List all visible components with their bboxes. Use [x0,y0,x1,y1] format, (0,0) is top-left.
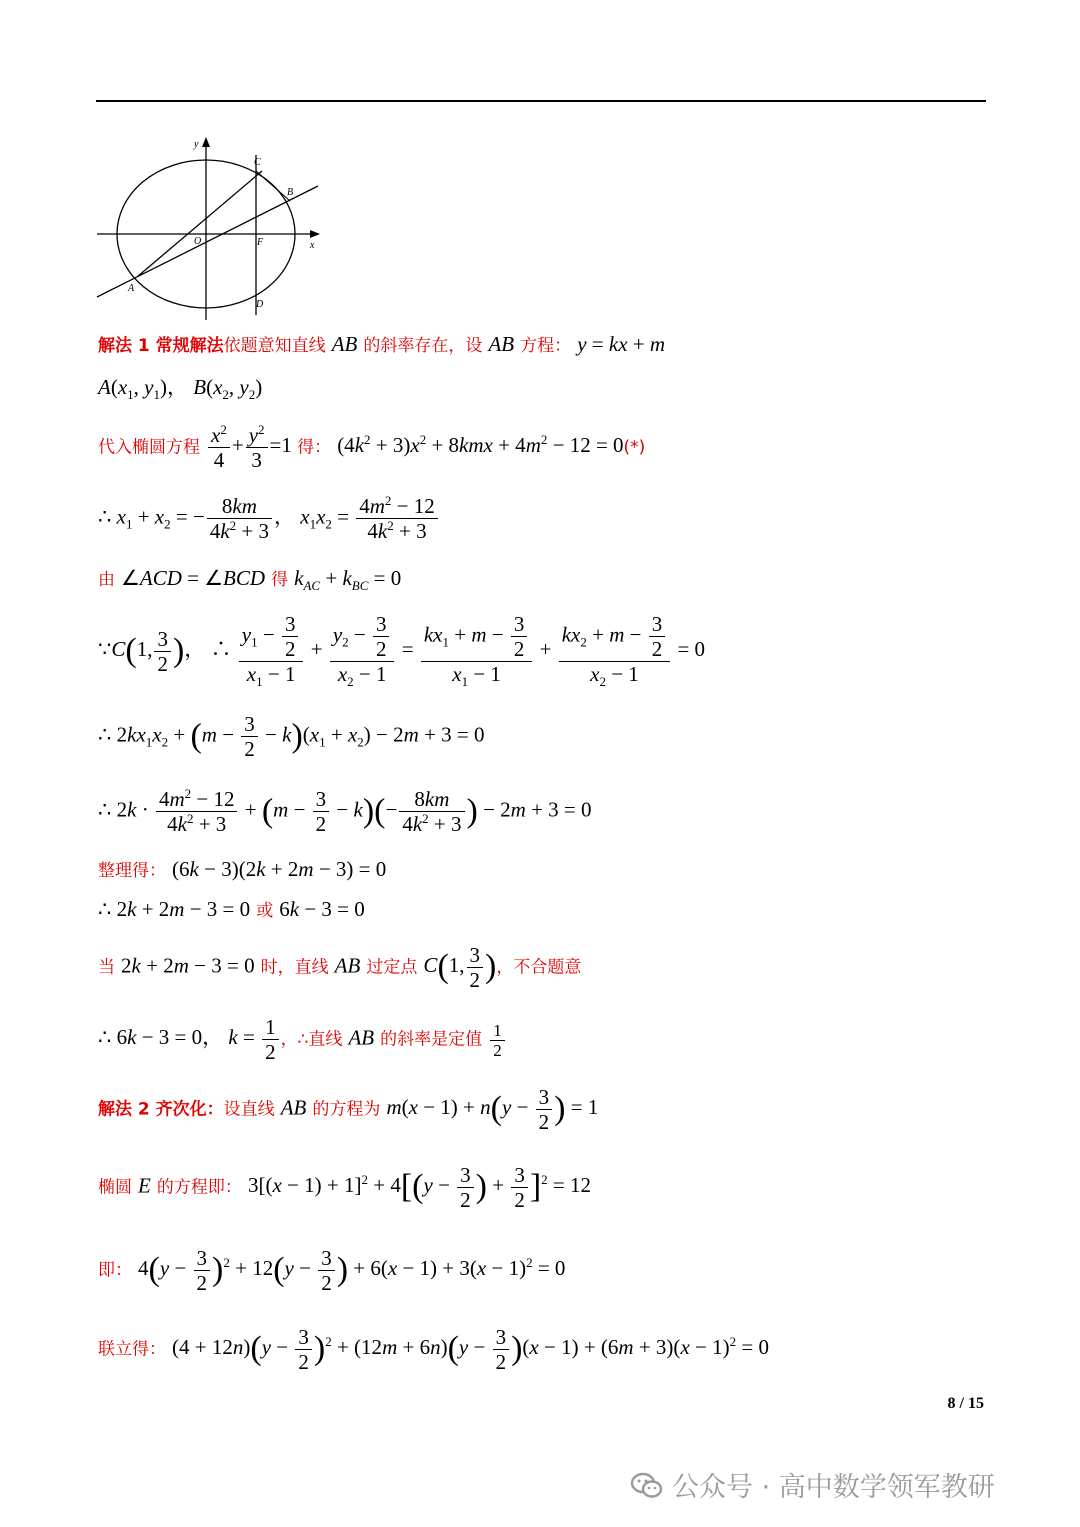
line-combine: 联立得： (4 + 12n)(y − $\frac{3}{2}$ )$^2$ + (12m + 6n)(y − $\frac{3}{2}$ )$(x - 1) + (6m + 3)(x - 1)^2 = 0$ [98,1325,769,1375]
watermark-text: 公众号 · 高中数学领军教研 [672,1472,995,1503]
line-slope-sum: ∵C(1, $\frac{3}{2}$ )， ∴ $y_1$ − $\frac{3}{2}$ $x_1 - 1$ + $y_2$ − $\frac{3}{2}$ $x_2 - 1$ = $kx_1 + m$ − $\frac{3}{2}$ $x_1 - 1$ + $kx_2 + m$ − $\frac{3}{2}$ $x_2 - 1$ = 0 [98,612,706,690]
segment-bc [256,171,290,201]
line-simplify: 整理得： (6k − 3)(2k + 2m − 3) = 0 [98,857,387,881]
page-number: 8 / 15 [947,1395,984,1412]
y-axis-arrow [202,137,210,147]
ellipse-diagram [92,135,332,325]
label-o: O [194,236,202,247]
label-d: D [256,299,264,310]
line-conclusion: ∴ 6k − 3 = 0， k = $\frac{1}{2}$ ，∴直线 AB 的斜率是定值 $\frac{1}{2}$ [98,1015,507,1064]
line-expand2: 即： 4(y − $\frac{3}{2}$ )$^2$ + 12(y − $\frac{3}{2}$ ) + $6(x - 1) + 3(x - 1)^2 = 0$ [98,1246,566,1296]
line-points: $A(x_1$, $y_1$)， $B(x_2$, $y_2$) [98,375,263,403]
label-a: A [128,283,135,294]
eq-line-ab: y = kx + m [577,332,666,356]
line-expand: ∴ $2kx_1x_2 + (m$ − $\frac{3}{2}$ − $k)(x_1 + x_2) - 2m + 3 = 0$ [98,712,485,762]
header-rule [96,100,986,102]
label-x: x [310,240,315,251]
line-substitute: 代入椭圆方程 $\frac{x^2}{4}$ + $\frac{y^2}{3}$ =1 得： $(4k^2 + 3)x^2 + 8kmx + 4m^2 - 12 = 0(*)$ [98,422,646,473]
line-cases: ∴ 2k + 2m − 3 = 0 或 6k − 3 = 0 [98,897,365,921]
line-vieta: ∴ $x_1 + x_2$ = − $\frac{8km}{4k^2 + 3}$ ， $x_1x_2$ = $\frac{4m^2 - 12}{4k^2 + 3}$ [98,494,440,543]
label-y: y [194,139,199,150]
label-c: C [254,157,261,168]
line-ab [97,186,318,297]
label-b: B [287,187,294,198]
line-substitute-vieta: ∴ 2k · $\frac{4m^2 - 12}{4k^2 + 3}$ + (m − $\frac{3}{2}$ − k)(− $\frac{8km}{4k^2 + 3}$ ) − 2m + 3 = 0 [98,786,592,837]
line-ellipse-rewrite: 椭圆 E 的方程即： $3[(x - 1) + 1]^2 + 4[(y$ − $\frac{3}{2}$ ) + $\frac{3}{2}$ ]$^2$ = 12 [98,1163,591,1213]
wechat-icon [630,1472,664,1500]
line-case-reject: 当 2k + 2m − 3 = 0 时，直线 AB 过定点 C(1, $\frac{3}{2}$ )，不合题意 [98,943,582,993]
line-solution2-intro: 解法 2 齐次化：设直线 AB 的方程为 m(x − 1) + n(y − $\frac{3}{2}$ ) = 1 [98,1085,599,1135]
x-axis-arrow [310,230,320,238]
line-solution1-intro: 解法 1 常规解法依题意知直线 AB 的斜率存在，设 AB 方程： y = kx + m [98,332,666,356]
line-angle: 由 ∠ACD = ∠BCD 得 $k_{AC} + k_{BC} = 0$ [98,566,402,594]
label-f: F [257,237,264,248]
watermark [630,1465,995,1504]
